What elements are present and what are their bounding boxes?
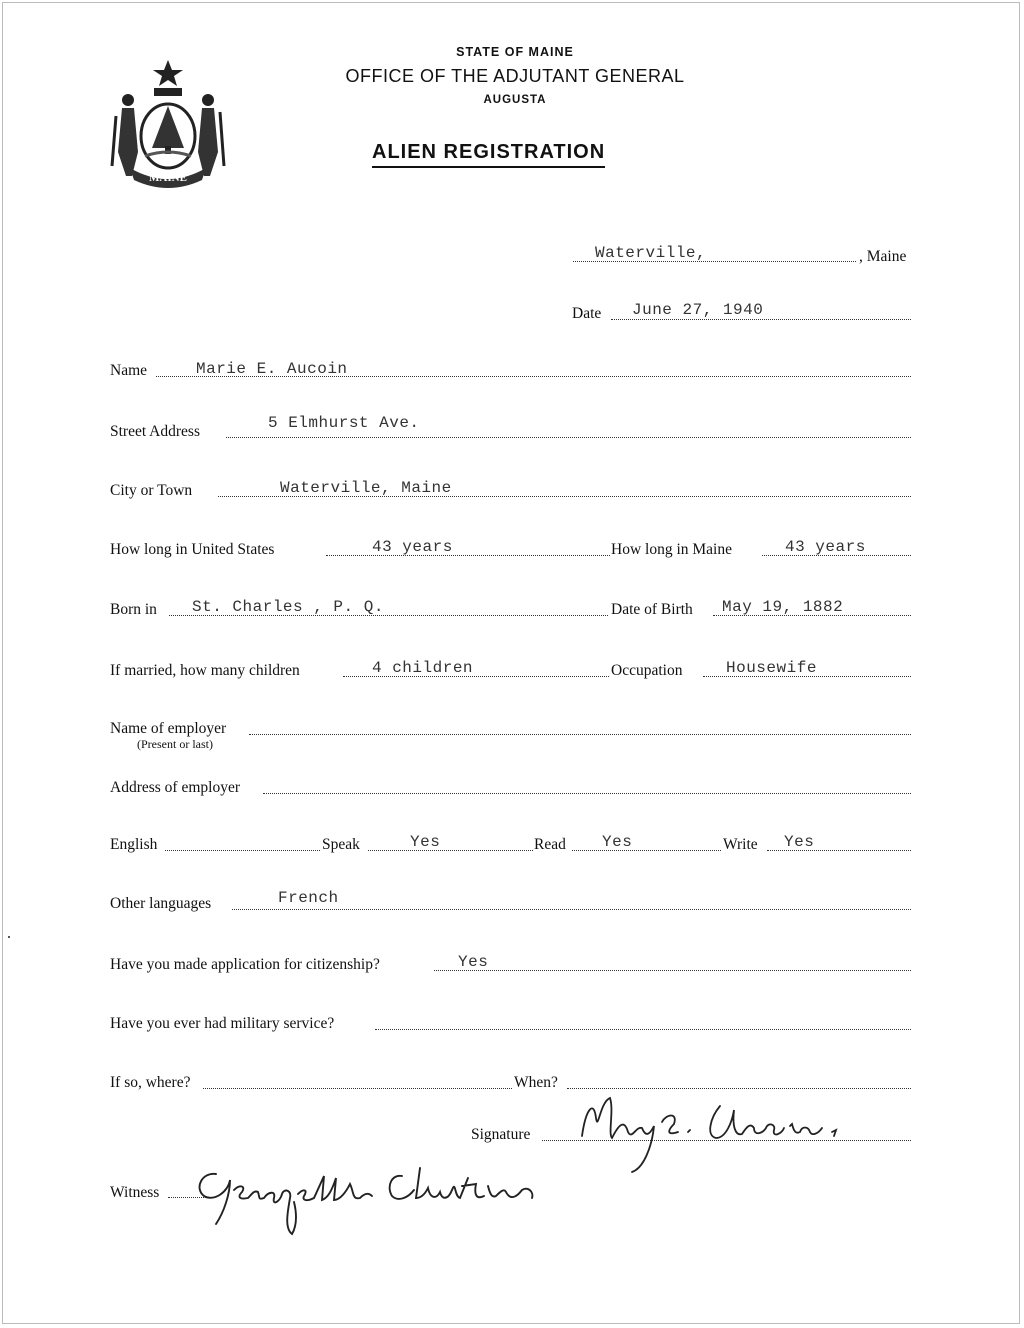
maine-duration-value: 43 years <box>785 538 866 556</box>
occupation-value: Housewife <box>726 659 817 677</box>
employer-name-sublabel: (Present or last) <box>137 737 213 751</box>
location-value: Waterville, <box>595 244 707 262</box>
form-title: ALIEN REGISTRATION <box>372 141 605 168</box>
seal-label: MAINE <box>149 172 187 184</box>
employer-address-label: Address of employer <box>110 779 240 796</box>
witness-handwriting <box>188 1154 548 1242</box>
read-line <box>572 850 721 851</box>
english-line <box>165 850 320 851</box>
city-heading: AUGUSTA <box>483 94 547 106</box>
speak-value: Yes <box>410 833 441 851</box>
military-line <box>375 1029 911 1030</box>
state-heading: STATE OF MAINE <box>456 45 574 59</box>
where-label: If so, where? <box>110 1074 191 1091</box>
citizenship-value: Yes <box>458 953 489 971</box>
location-suffix: , Maine <box>859 248 907 265</box>
other-languages-line <box>232 909 911 910</box>
city-label: City or Town <box>110 482 193 499</box>
children-label: If married, how many children <box>110 662 300 679</box>
write-label: Write <box>723 836 758 853</box>
street-label: Street Address <box>110 423 200 440</box>
name-value: Marie E. Aucoin <box>196 360 348 378</box>
employer-address-line <box>263 793 911 794</box>
date-label: Date <box>572 305 602 322</box>
born-in-label: Born in <box>110 601 157 618</box>
date-value: June 27, 1940 <box>632 301 764 319</box>
other-languages-label: Other languages <box>110 895 212 912</box>
dob-label: Date of Birth <box>611 601 693 618</box>
us-duration-label: How long in United States <box>110 541 275 558</box>
speak-line <box>368 850 533 851</box>
us-duration-line <box>326 555 610 556</box>
name-label: Name <box>110 362 148 379</box>
signature-label: Signature <box>471 1126 531 1143</box>
witness-label: Witness <box>110 1184 160 1201</box>
date-line <box>611 319 911 320</box>
write-value: Yes <box>784 833 815 851</box>
where-line <box>203 1088 512 1089</box>
speak-label: Speak <box>322 836 360 853</box>
employer-name-label: Name of employer <box>110 720 227 737</box>
signature-handwriting <box>570 1088 860 1176</box>
read-label: Read <box>534 836 566 853</box>
citizenship-line <box>434 970 911 971</box>
military-label: Have you ever had military service? <box>110 1015 335 1032</box>
dob-value: May 19, 1882 <box>722 598 844 616</box>
scan-speck <box>8 936 10 938</box>
us-duration-value: 43 years <box>372 538 453 556</box>
other-languages-value: French <box>278 889 339 907</box>
city-value: Waterville, Maine <box>280 479 452 497</box>
born-in-value: St. Charles , P. Q. <box>192 598 384 616</box>
english-label: English <box>110 836 158 853</box>
when-label: When? <box>514 1074 558 1091</box>
occupation-label: Occupation <box>611 662 683 679</box>
citizenship-label: Have you made application for citizenship? <box>110 956 380 973</box>
street-line <box>226 437 911 438</box>
children-value: 4 children <box>372 659 474 677</box>
office-heading: OFFICE OF THE ADJUTANT GENERAL <box>345 66 685 86</box>
read-value: Yes <box>602 833 633 851</box>
street-value: 5 Elmhurst Ave. <box>268 414 420 432</box>
maine-duration-label: How long in Maine <box>611 541 732 558</box>
employer-name-line <box>249 734 911 735</box>
maine-state-seal <box>108 56 228 188</box>
